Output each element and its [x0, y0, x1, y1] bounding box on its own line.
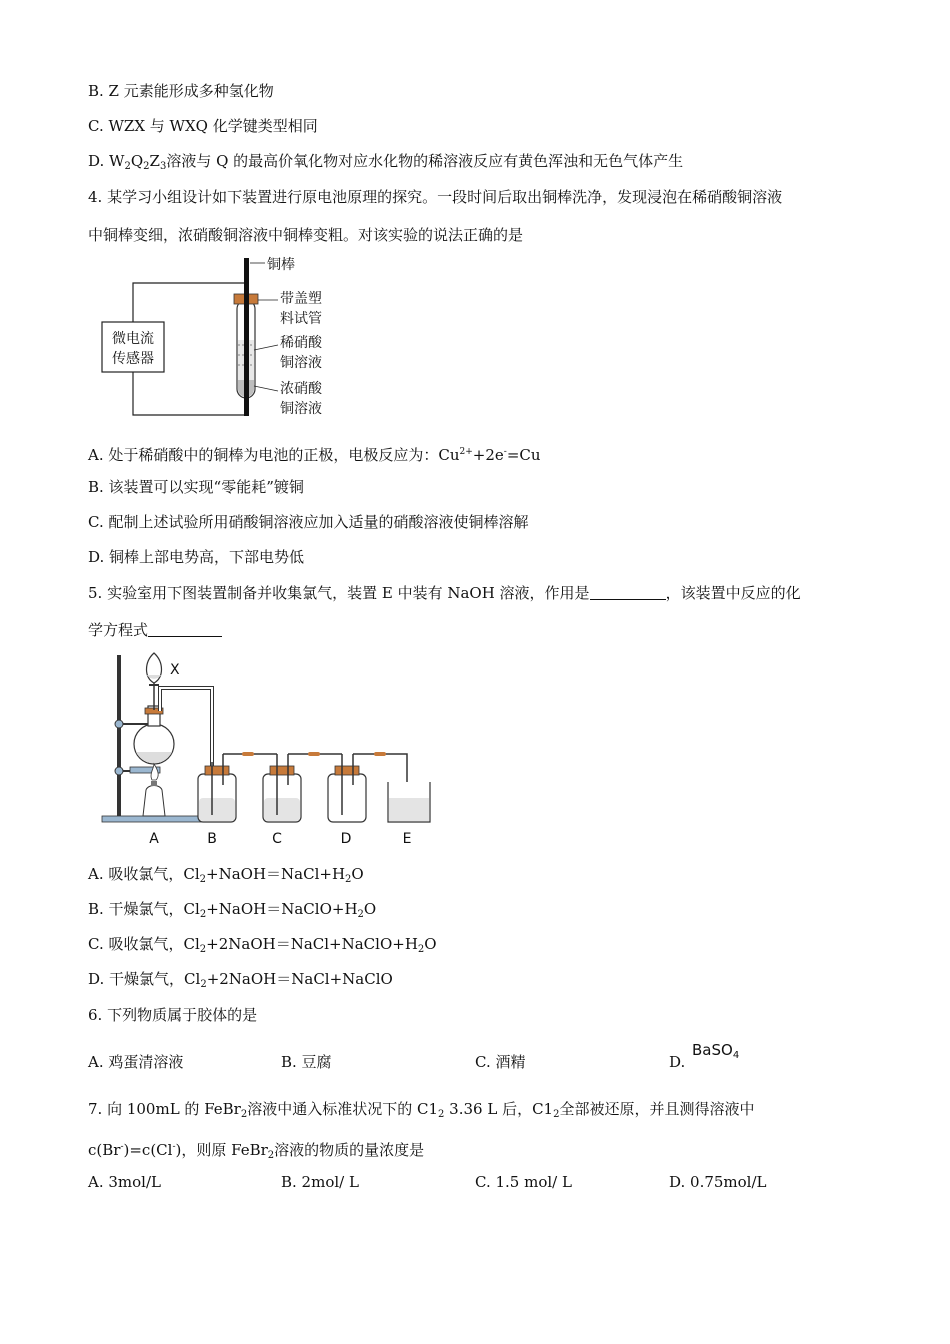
q7-stem-line1: 7. 向 100mL 的 FeBr$_2$溶液中通入标准状况下的 $C1_2$ 3.36 L 后，$C1_2$全部被还原，并且测得溶液中	[88, 1100, 755, 1120]
chlorine-apparatus-figure	[100, 650, 440, 850]
wire-bottom	[133, 372, 248, 415]
copper-rod	[244, 258, 249, 416]
q3-option-d: D. $W_2Q_2Z_3$溶液与 Q 的最高价氧化物对应水化物的稀溶液反应有黄色浑浊和无色气体产生	[88, 152, 684, 172]
label-c: C	[272, 831, 282, 847]
q4-stem-line2: 中铜棒变细，浓硝酸铜溶液中铜棒变粗。对该实验的说法正确的是	[88, 226, 524, 244]
q5-option-a: A. 吸收氯气，$Cl_2+NaOH=NaCl+H_2O$	[88, 865, 364, 885]
bottle-b	[198, 754, 236, 822]
alcohol-lamp	[143, 786, 165, 817]
conc-label-1: 浓硝酸	[280, 381, 322, 397]
q4-option-d: D. 铜棒上部电势高，下部电势低	[88, 548, 305, 566]
tube-label-1: 带盖塑	[280, 291, 322, 307]
q7-stem-line2: c(Br-)=c(Cl-)，则原 FeBr$_2$溶液的物质的量浓度是	[88, 1141, 425, 1161]
q5-stem-line2: 学方程式	[88, 620, 222, 640]
answer-blank-1	[590, 583, 666, 600]
q7-option-b: B. 2mol/ L	[281, 1173, 359, 1191]
label-e: E	[402, 831, 412, 847]
sensor-label-2: 传感器	[112, 351, 154, 367]
q5-option-c: C. 吸收氯气，$Cl_2+2NaOH=NaCl+NaClO+H_2O$	[88, 935, 437, 955]
q6-option-d-formula: BaSO$_4$	[692, 1041, 740, 1061]
answer-blank-2	[148, 620, 222, 637]
q6-option-d: D.	[669, 1053, 686, 1071]
galvanic-cell-figure	[100, 250, 360, 425]
label-d: D	[340, 831, 352, 847]
q3-option-b: B. Z 元素能形成多种氢化物	[88, 82, 274, 100]
conc-label-2: 铜溶液	[280, 401, 322, 417]
q6-stem: 6. 下列物质属于胶体的是	[88, 1006, 258, 1024]
q7-option-d: D. 0.75mol/L	[669, 1173, 767, 1191]
rod-label: 铜棒	[267, 257, 295, 273]
q6-option-c: C. 酒精	[475, 1053, 526, 1071]
q5-option-b: B. 干燥氯气，$Cl_2+NaOH=NaClO+H_2O$	[88, 900, 377, 920]
sensor-label-1: 微电流	[112, 331, 154, 347]
q6-option-b: B. 豆腐	[281, 1053, 332, 1071]
stand-pole	[117, 655, 121, 816]
dilute-label-1: 稀硝酸	[280, 335, 322, 351]
q3-option-c: C. WZX 与 WXQ 化学键类型相同	[88, 117, 318, 135]
q5-stem-line1: 5. 实验室用下图装置制备并收集氯气，装置 E 中装有 NaOH 溶液，作用是 ，该装置中反应的化	[88, 584, 801, 602]
beaker-e	[388, 782, 430, 822]
bottle-d	[328, 754, 366, 822]
dilute-label-2: 铜溶液	[280, 355, 322, 371]
q5-option-d: D. 干燥氯气，$Cl_2+2NaOH=NaCl+NaClO$	[88, 970, 393, 990]
tube-label-2: 料试管	[280, 311, 322, 327]
bottle-c	[263, 754, 301, 822]
label-x: X	[170, 662, 180, 678]
label-a: A	[149, 831, 159, 847]
wire-top	[133, 283, 248, 322]
q4-stem-line1: 4. 某学习小组设计如下装置进行原电池原理的探究。一段时间后取出铜棒洗净，发现浸泡在稀硝酸铜溶液	[88, 188, 783, 206]
q7-option-a: A. 3mol/L	[88, 1173, 161, 1191]
q6-option-a: A. 鸡蛋清溶液	[88, 1053, 184, 1071]
q4-option-a: A. 处于稀硝酸中的铜棒为电池的正极，电极反应为：$Cu^{2+}+2e^-=Cu$	[88, 446, 541, 464]
q7-option-c: C. 1.5 mol/ L	[475, 1173, 572, 1191]
q4-option-c: C. 配制上述试验所用硝酸铜溶液应加入适量的硝酸溶液使铜棒溶解	[88, 513, 529, 531]
q4-option-b: B. 该装置可以实现“零能耗”镀铜	[88, 478, 304, 496]
label-b: B	[207, 831, 217, 847]
